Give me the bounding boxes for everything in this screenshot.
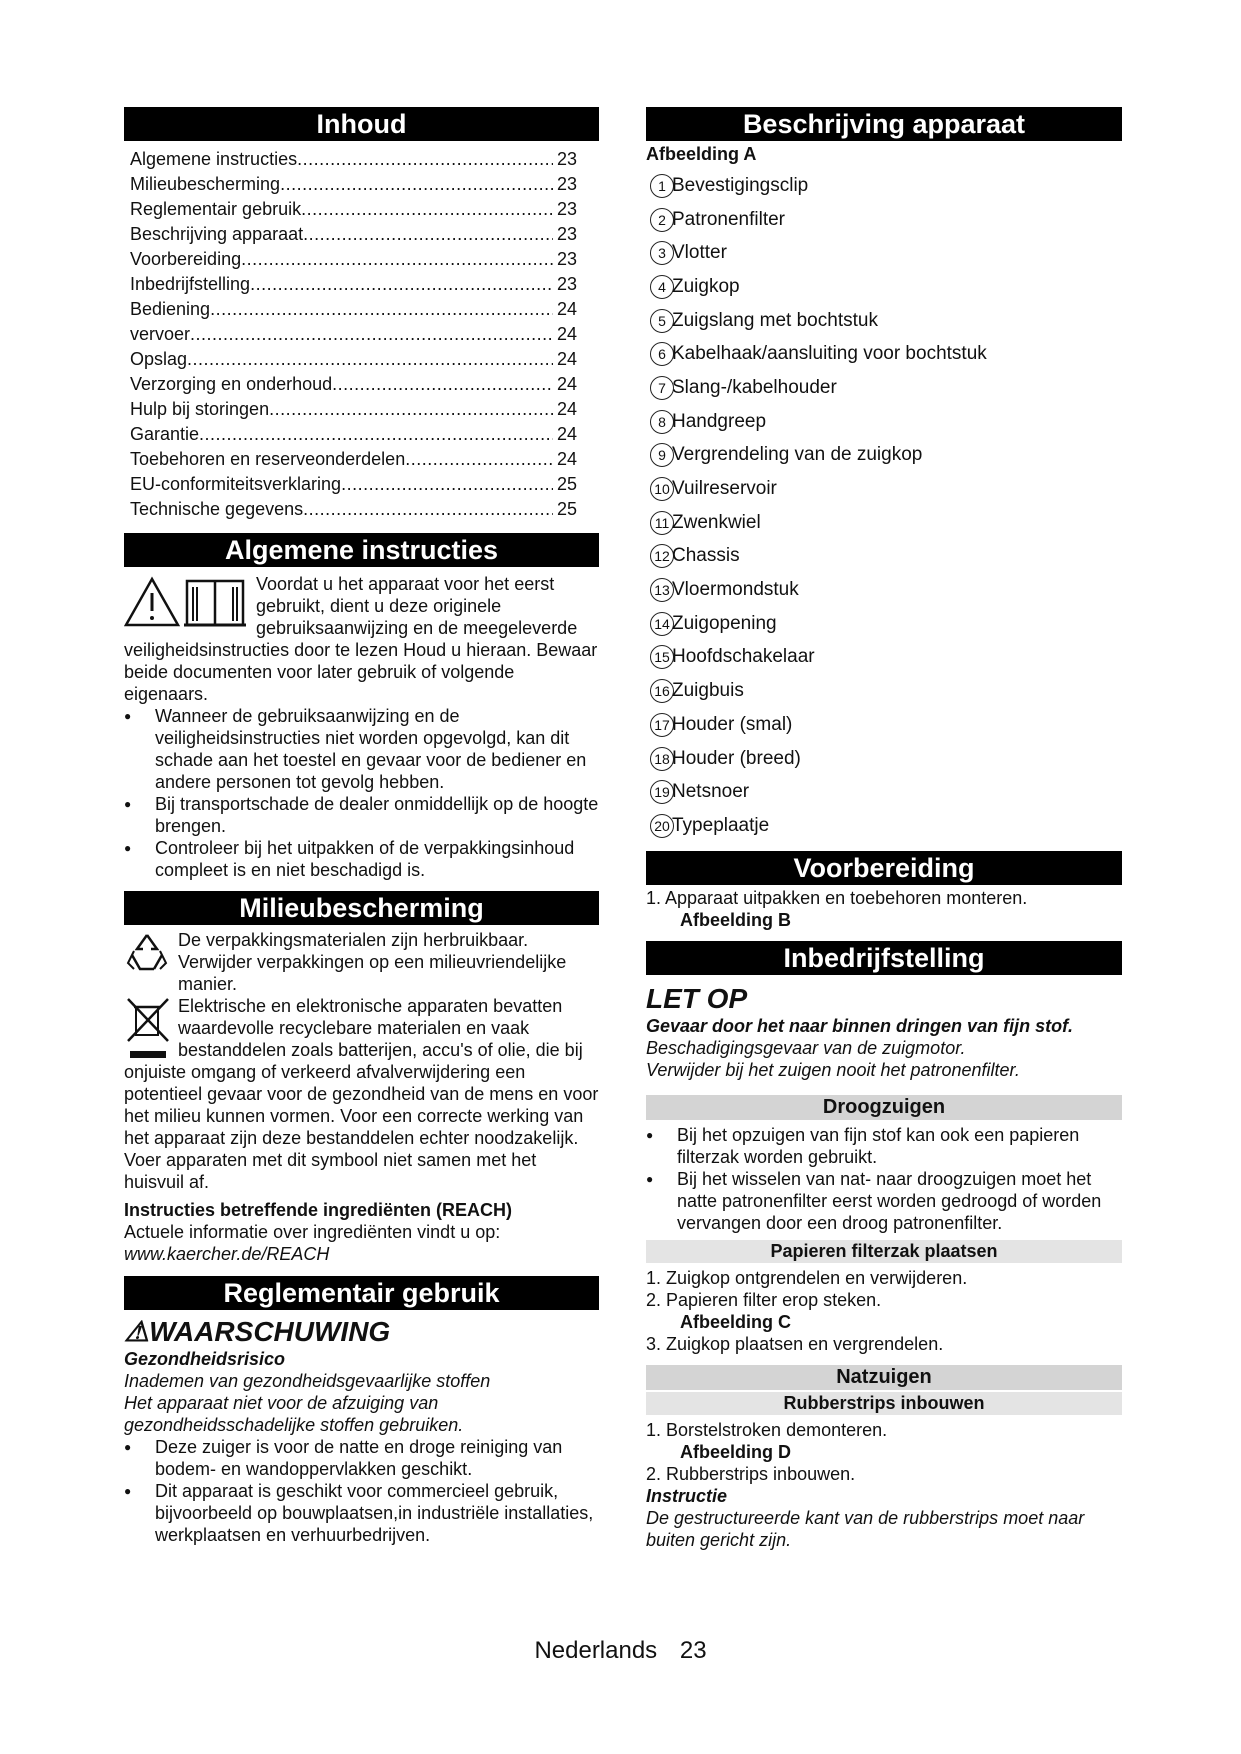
part-label: Zuigkop <box>672 275 740 297</box>
general-intro <box>124 573 599 705</box>
part-number-badge: 12 <box>650 544 674 568</box>
right-column <box>646 107 1122 1551</box>
list-item: ● Bij het opzuigen van fijn stof kan ook een papieren filterzak worden gebruikt. <box>646 1124 1122 1168</box>
toc-leader-dots <box>341 472 553 497</box>
toc-leader-dots <box>241 247 553 272</box>
paper-filter-heading: Papieren filterzak plaatsen <box>646 1240 1122 1263</box>
rubber-step-2: 2. Rubberstrips inbouwen. <box>646 1463 856 1484</box>
note-text: De gestructureerde kant van de rubberstrips moet naar buiten gericht zijn. <box>646 1507 1085 1550</box>
part-label: Kabelhaak/aansluiting voor bochtstuk <box>672 343 987 365</box>
reach-link[interactable]: www.kaercher.de/REACH <box>124 1244 330 1264</box>
part-item <box>646 641 1122 675</box>
toc-entry[interactable] <box>130 372 599 397</box>
toc-entry[interactable] <box>130 197 599 222</box>
part-number-badge: 13 <box>650 578 674 602</box>
caution-line-2: Verwijder bij het zuigen nooit het patronenfilter. <box>646 1059 1020 1080</box>
toc-heading: Inhoud <box>124 107 599 141</box>
parts-list <box>646 169 1122 843</box>
packaging-text: De verpakkingsmaterialen zijn herbruikbaar. Verwijder verpakkingen op een milieuvriendelijke manier. <box>178 930 567 994</box>
toc-entry-page: 23 <box>556 149 577 169</box>
part-number-badge: 3 <box>650 241 674 265</box>
part-item <box>646 573 1122 607</box>
toc-leader-dots <box>303 497 553 522</box>
toc-entry-page: 25 <box>556 499 577 519</box>
left-column <box>124 107 599 1546</box>
rubber-step-1: 1. Borstelstroken demonteren. <box>646 1419 888 1440</box>
part-number-badge: 20 <box>650 814 674 838</box>
part-label: Vuilreservoir <box>672 478 777 500</box>
part-label: Chassis <box>672 545 740 567</box>
electronics-note <box>124 995 599 1193</box>
toc-entry-label: Technische gegevens <box>130 499 304 519</box>
part-number-badge: 16 <box>650 679 674 703</box>
electronics-text: Elektrische en elektronische apparaten bevatten waardevolle recyclebare materialen en vaak bestanddelen zoals batterijen, accu's of olie, die bij onjuiste omgang of verkeerd afvalverwijdering een potentieel gevaar voor de gezondheid van de mens en voor het milieu kunnen vormen. Voor een correcte werking van het apparaat zijn deze bestanddelen echter noodzakelijk. Voer apparaten met dit symbool niet samen met het huisvuil af. <box>124 996 599 1192</box>
preparation-heading: Voorbereiding <box>646 851 1122 885</box>
part-item <box>646 742 1122 776</box>
part-number-badge: 14 <box>650 612 674 636</box>
part-number-badge: 4 <box>650 275 674 299</box>
part-label: Handgreep <box>672 410 767 432</box>
toc-entry-page: 23 <box>556 199 577 219</box>
part-item <box>646 304 1122 338</box>
list-item: ● Bij het wisselen van nat- naar droogzuigen moet het natte patronenfilter eerst worden gedroogd of worden vervangen door een droog patronenfilter. <box>646 1168 1122 1234</box>
caution-title: LET OP <box>646 982 748 1014</box>
list-item: ● Dit apparaat is geschikt voor commercieel gebruik, bijvoorbeeld op bouwplaatsen,in industriële installaties, werkplaatsen en verhuurbedrijven. <box>124 1480 599 1546</box>
device-heading: Beschrijving apparaat <box>646 107 1122 141</box>
toc-entry-page: 25 <box>556 474 577 494</box>
device-figure-ref: Afbeelding A <box>646 144 757 164</box>
reach-text: Actuele informatie over ingrediënten vindt u op: <box>124 1222 501 1242</box>
paper-step-2: 2. Papieren filter erop steken. <box>646 1289 882 1310</box>
part-number-badge: 19 <box>650 780 674 804</box>
part-number-badge: 15 <box>650 645 674 669</box>
toc-entry-page: 23 <box>556 224 577 244</box>
toc-entry-page: 23 <box>556 249 577 269</box>
part-item <box>646 809 1122 843</box>
toc-entry-page: 24 <box>556 324 577 344</box>
toc-entry[interactable] <box>130 272 599 297</box>
toc-entry-label: Beschrijving apparaat <box>130 224 304 244</box>
list-item: ● Deze zuiger is voor de natte en droge reiniging van bodem- en wandoppervlakken geschikt. <box>124 1436 599 1480</box>
general-instructions-heading: Algemene instructies <box>124 533 599 567</box>
toc-entry-label: Algemene instructies <box>130 149 298 169</box>
toc-entry-page: 24 <box>556 299 577 319</box>
startup-heading: Inbedrijfstelling <box>646 941 1122 975</box>
toc-entry[interactable] <box>130 447 599 472</box>
general-intro-text: Voordat u het apparaat voor het eerst gebruikt, dient u deze originele gebruiksaanwijzing en de meegeleverde veiligheidsinstructies door te lezen Houd u hieraan. Bewaar beide documenten voor later gebruik of volgende eigenaars. <box>124 574 598 704</box>
intended-use-heading: Reglementair gebruik <box>124 1276 599 1310</box>
toc-leader-dots <box>250 272 553 297</box>
part-label: Patronenfilter <box>672 208 786 230</box>
toc-entry[interactable] <box>130 172 599 197</box>
paper-figure-ref: Afbeelding C <box>680 1311 791 1332</box>
part-number-badge: 10 <box>650 477 674 501</box>
part-number-badge: 6 <box>650 342 674 366</box>
preparation-figure-ref: Afbeelding B <box>680 909 791 930</box>
part-item <box>646 203 1122 237</box>
reach-heading: Instructies betreffende ingrediënten (REACH) <box>124 1200 513 1220</box>
part-label: Vlotter <box>672 242 727 264</box>
risk-line-2: Het apparaat niet voor de afzuiging van gezondheidsschadelijke stoffen gebruiken. <box>124 1393 464 1435</box>
part-number-badge: 5 <box>650 309 674 333</box>
toc-leader-dots <box>210 297 553 322</box>
part-number-badge: 9 <box>650 443 674 467</box>
toc-leader-dots <box>280 172 553 197</box>
general-bullets <box>124 705 599 881</box>
toc-leader-dots <box>301 197 553 222</box>
risk-line-1: Inademen van gezondheidsgevaarlijke stoffen <box>124 1371 491 1391</box>
risk-heading: Gezondheidsrisico <box>124 1349 286 1369</box>
note-heading: Instructie <box>646 1485 728 1506</box>
environment-heading: Milieubescherming <box>124 891 599 925</box>
part-item <box>646 775 1122 809</box>
part-label: Zuigopening <box>672 612 777 634</box>
toc-entry[interactable] <box>130 322 599 347</box>
toc-entry-label: Bediening <box>130 299 211 319</box>
part-number-badge: 17 <box>650 713 674 737</box>
part-label: Houder (breed) <box>672 747 801 769</box>
toc-entry-page: 24 <box>556 349 577 369</box>
rubber-figure-ref: Afbeelding D <box>680 1441 791 1462</box>
part-item <box>646 270 1122 304</box>
wet-vacuum-heading: Natzuigen <box>646 1365 1122 1390</box>
toc-entry-page: 24 <box>556 399 577 419</box>
page-footer <box>0 1637 1241 1664</box>
toc-entry-label: Garantie <box>130 424 200 444</box>
part-label: Bevestigingsclip <box>672 174 809 196</box>
toc-entry-label: Milieubescherming <box>130 174 281 194</box>
packaging-note <box>124 929 599 995</box>
part-item <box>646 371 1122 405</box>
toc-entry[interactable] <box>130 497 599 522</box>
paper-step-3: 3. Zuigkop plaatsen en vergrendelen. <box>646 1333 944 1354</box>
toc-leader-dots <box>199 422 553 447</box>
toc-entry-page: 24 <box>556 374 577 394</box>
toc-entry[interactable] <box>130 297 599 322</box>
intended-use-bullets <box>124 1436 599 1546</box>
toc-entry-page: 24 <box>556 424 577 444</box>
toc-entry-page: 24 <box>556 449 577 469</box>
toc-leader-dots <box>303 222 553 247</box>
list-item: ● Controleer bij het uitpakken of de verpakkingsinhoud compleet is en niet beschadigd is. <box>124 837 599 881</box>
toc-entry-label: Toebehoren en reserveonderdelen <box>130 449 406 469</box>
toc-leader-dots <box>332 372 553 397</box>
toc-entry-label: EU-conformiteitsverklaring <box>130 474 342 494</box>
part-item <box>646 337 1122 371</box>
toc-leader-dots <box>405 447 553 472</box>
part-item <box>646 169 1122 203</box>
toc-entry[interactable] <box>130 397 599 422</box>
part-item <box>646 236 1122 270</box>
dry-vacuum-heading: Droogzuigen <box>646 1095 1122 1120</box>
part-label: Zwenkwiel <box>672 511 761 533</box>
part-number-badge: 2 <box>650 208 674 232</box>
toc-leader-dots <box>187 347 553 372</box>
part-number-badge: 7 <box>650 376 674 400</box>
part-number-badge: 1 <box>650 174 674 198</box>
toc-leader-dots <box>190 322 553 347</box>
recycle-icon <box>124 929 176 975</box>
toc-entry-label: Reglementair gebruik <box>130 199 302 219</box>
part-item <box>646 439 1122 473</box>
footer-language: Nederlands <box>534 1637 658 1664</box>
part-item <box>646 540 1122 574</box>
dry-bullets <box>646 1124 1122 1234</box>
part-item <box>646 607 1122 641</box>
part-item <box>646 506 1122 540</box>
crossed-bin-icon <box>124 995 176 1055</box>
list-item: ● Wanneer de gebruiksaanwijzing en de veiligheidsinstructies niet worden opgevolgd, kan dit schade aan het toestel en gevaar voor de bediener en andere personen tot gevolg hebben. <box>124 705 599 793</box>
preparation-step: 1. Apparaat uitpakken en toebehoren monteren. <box>646 887 1028 908</box>
warning-manual-icon <box>124 573 252 633</box>
toc-entry[interactable] <box>130 472 599 497</box>
footer-page-number: 23 <box>679 1637 707 1664</box>
toc-leader-dots <box>269 397 553 422</box>
caution-line-1: Beschadigingsgevaar van de zuigmotor. <box>646 1037 966 1058</box>
danger-text: Gevaar door het naar binnen dringen van fijn stof. <box>646 1015 1074 1036</box>
toc-entry-page: 23 <box>556 174 577 194</box>
warning-title: ⚠WAARSCHUWING <box>124 1316 391 1347</box>
part-label: Typeplaatje <box>672 814 770 836</box>
toc-entry[interactable] <box>130 422 599 447</box>
toc-entry-label: vervoer <box>130 324 191 344</box>
part-item <box>646 405 1122 439</box>
part-label: Vloermondstuk <box>672 579 799 601</box>
list-item: ● Bij transportschade de dealer onmiddellijk op de hoogte brengen. <box>124 793 599 837</box>
part-item <box>646 674 1122 708</box>
part-item <box>646 708 1122 742</box>
part-item <box>646 472 1122 506</box>
part-number-badge: 8 <box>650 410 674 434</box>
toc-entry-label: Inbedrijfstelling <box>130 274 251 294</box>
toc-entry-label: Verzorging en onderhoud <box>130 374 333 394</box>
rubber-strips-heading: Rubberstrips inbouwen <box>646 1392 1122 1415</box>
toc-entry[interactable] <box>130 247 599 272</box>
part-label: Vergrendeling van de zuigkop <box>672 444 923 466</box>
part-label: Slang-/kabelhouder <box>672 376 837 398</box>
toc-entry-label: Hulp bij storingen <box>130 399 270 419</box>
part-label: Netsnoer <box>672 781 750 803</box>
part-label: Zuigbuis <box>672 680 744 702</box>
part-number-badge: 18 <box>650 747 674 771</box>
paper-step-1: 1. Zuigkop ontgrendelen en verwijderen. <box>646 1267 968 1288</box>
toc-entry[interactable] <box>130 347 599 372</box>
toc-entry[interactable] <box>130 147 599 172</box>
toc-leader-dots <box>297 147 553 172</box>
toc-entry[interactable] <box>130 222 599 247</box>
toc-entry-label: Voorbereiding <box>130 249 242 269</box>
toc-entry-label: Opslag <box>130 349 188 369</box>
part-label: Hoofdschakelaar <box>672 646 815 668</box>
part-label: Zuigslang met bochtstuk <box>672 309 878 331</box>
part-label: Houder (smal) <box>672 713 793 735</box>
part-number-badge: 11 <box>650 511 674 535</box>
table-of-contents <box>130 147 599 522</box>
toc-entry-page: 23 <box>556 274 577 294</box>
